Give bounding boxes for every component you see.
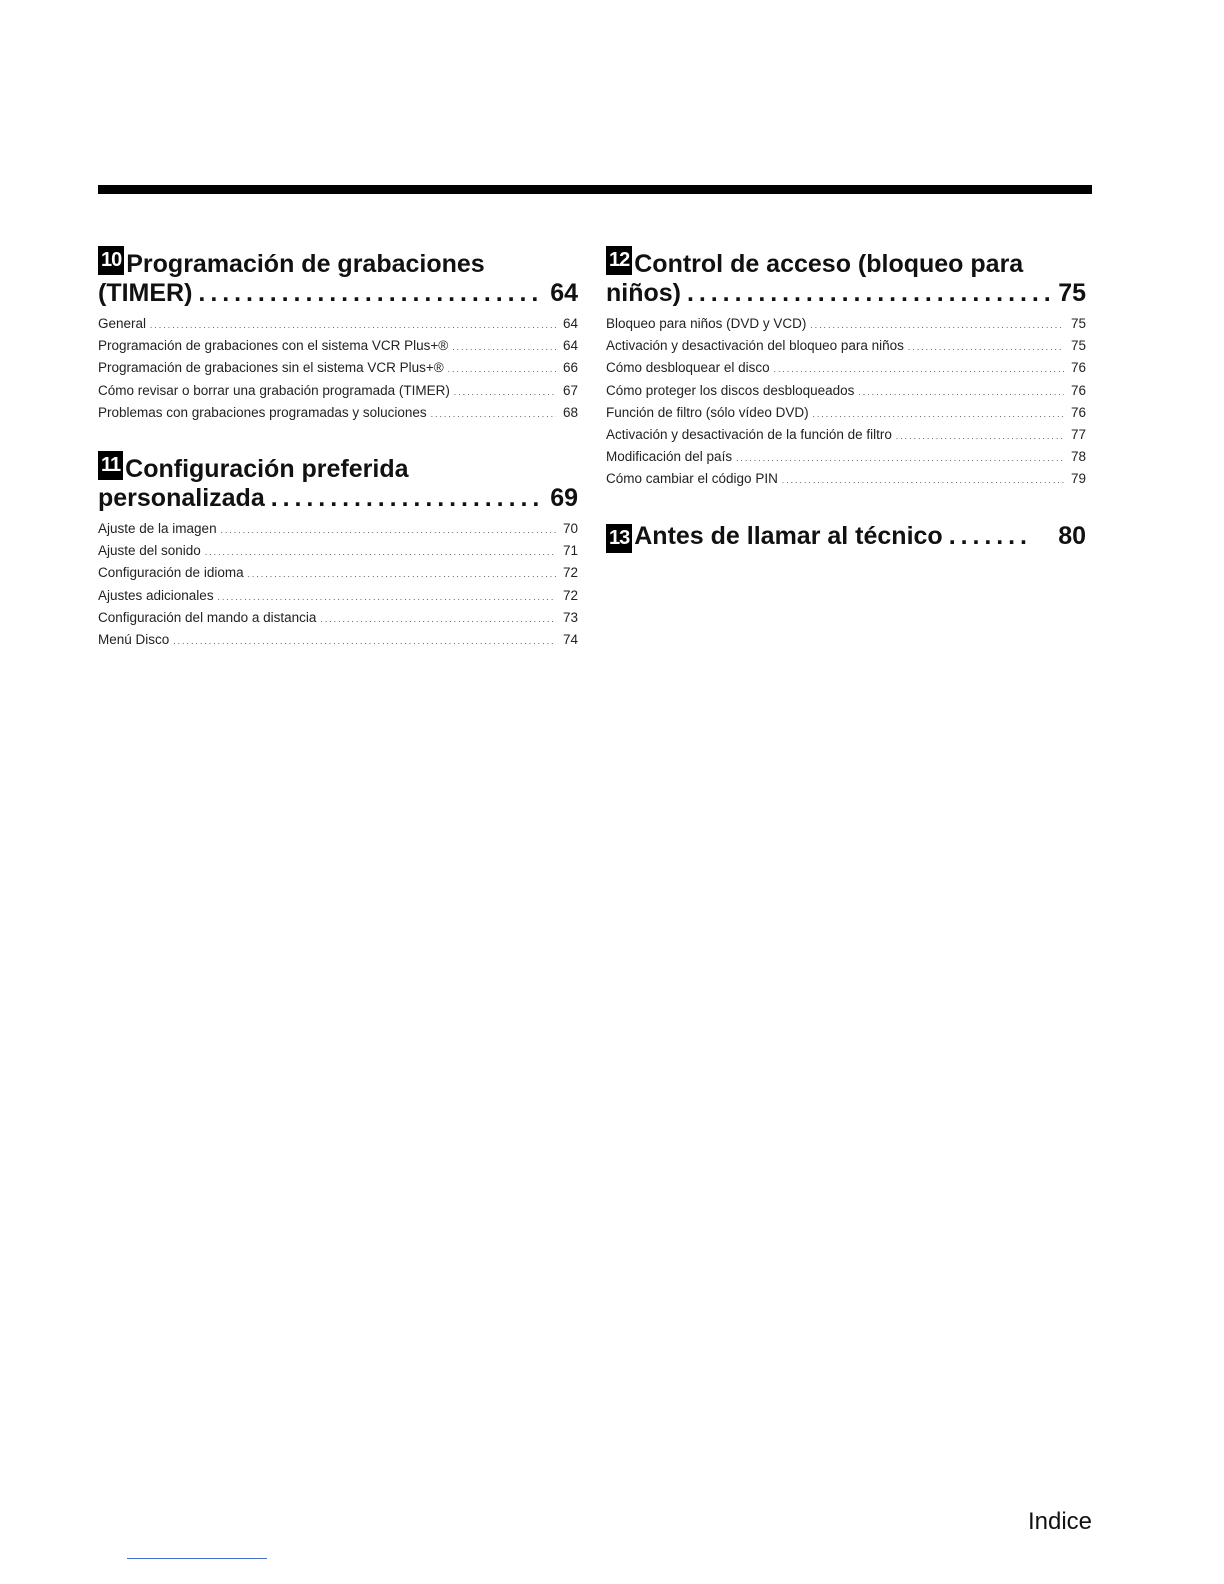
chapter-heading[interactable]	[98, 250, 578, 308]
chapter-page-number: 64	[550, 279, 578, 307]
dot-leader	[173, 632, 556, 652]
dot-leader	[858, 383, 1064, 403]
toc-left-column	[98, 250, 578, 682]
dot-leader	[908, 338, 1064, 358]
dot-leader	[896, 427, 1064, 447]
toc-entry[interactable]	[606, 447, 1086, 469]
toc-entry[interactable]	[606, 314, 1086, 336]
toc-entry-text: Cómo cambiar el código PIN	[606, 471, 778, 487]
toc-entry-page: 76	[1070, 360, 1086, 376]
toc-entry-text: Programación de grabaciones con el sistema VCR Plus+®	[98, 338, 449, 354]
toc-entry-page: 66	[562, 360, 578, 376]
dot-leader	[431, 405, 556, 425]
toc-entry-text: Configuración del mando a distancia	[98, 609, 317, 625]
dot-leader	[774, 360, 1064, 380]
toc-entry-text: Programación de grabaciones sin el sistema VCR Plus+®	[98, 360, 444, 376]
dot-leader	[271, 484, 544, 513]
chapter-heading[interactable]	[606, 250, 1086, 308]
toc-entry[interactable]	[98, 336, 578, 358]
dot-leader	[198, 279, 544, 308]
dot-leader	[687, 279, 1052, 308]
dot-leader	[813, 405, 1064, 425]
toc-entry[interactable]	[98, 403, 578, 425]
dot-leader	[448, 360, 556, 380]
chapter-page-number: 80	[1058, 521, 1086, 550]
toc-entry-text: General	[98, 316, 147, 331]
toc-entry[interactable]	[98, 519, 578, 541]
chapter-page-number: 75	[1058, 279, 1086, 307]
dot-leader	[736, 449, 1064, 469]
toc-entry-page: 64	[562, 316, 578, 331]
chapter-title: Configuración preferida	[125, 455, 409, 484]
toc-entry-text: Cómo revisar o borrar una grabación programada (TIMER)	[98, 382, 450, 398]
chapter-heading[interactable]	[606, 522, 1086, 553]
toc-entry[interactable]	[606, 469, 1086, 491]
toc-entry[interactable]	[98, 630, 578, 652]
dot-leader	[205, 543, 556, 563]
toc-entry-page: 78	[1070, 449, 1086, 465]
toc-section-10	[98, 250, 578, 425]
toc-entry[interactable]	[98, 381, 578, 403]
toc-entry[interactable]	[98, 314, 578, 336]
toc-right-column	[606, 250, 1086, 583]
page-section-label: Indice	[1027, 1508, 1092, 1535]
toc-entry-text: Ajuste del sonido	[98, 543, 201, 559]
toc-entry-text: Cómo proteger los discos desbloqueados	[606, 382, 855, 398]
toc-entry-page: 76	[1070, 404, 1086, 420]
footer-link-underline	[127, 1558, 267, 1559]
toc-entry[interactable]	[98, 608, 578, 630]
toc-entry-text: Ajustes adicionales	[98, 587, 214, 603]
toc-entry-text: Activación y desactivación de la función de filtro	[606, 427, 892, 443]
toc-entry-list	[98, 314, 578, 425]
toc-entry-page: 70	[562, 521, 578, 537]
dot-leader	[248, 565, 556, 585]
toc-entry[interactable]	[98, 563, 578, 585]
toc-entry[interactable]	[98, 541, 578, 563]
toc-entry-page: 64	[562, 338, 578, 354]
chapter-title-continued: niños)	[606, 279, 681, 307]
dot-leader	[320, 610, 556, 630]
top-rule	[98, 185, 1092, 194]
toc-entry-text: Problemas con grabaciones programadas y soluciones	[98, 404, 427, 420]
toc-entry-text: Función de filtro (sólo vídeo DVD)	[606, 404, 809, 420]
toc-entry-page: 74	[562, 632, 578, 648]
toc-entry-list	[606, 314, 1086, 492]
toc-entry[interactable]	[98, 586, 578, 608]
toc-section-13	[606, 522, 1086, 553]
toc-entry[interactable]	[98, 358, 578, 380]
toc-entry-text: Configuración de idioma	[98, 565, 244, 581]
dot-leader	[150, 316, 556, 336]
toc-entry-page: 68	[562, 404, 578, 420]
toc-entry-page: 75	[1070, 338, 1086, 354]
toc-entry-list	[98, 519, 578, 652]
toc-entry-page: 71	[562, 543, 578, 559]
dot-leader	[810, 316, 1064, 336]
toc-entry-text: Bloqueo para niños (DVD y VCD)	[606, 316, 807, 331]
toc-entry-page: 76	[1070, 382, 1086, 398]
chapter-number-badge: 10	[98, 246, 124, 275]
chapter-heading[interactable]	[98, 455, 578, 513]
chapter-title: Programación de grabaciones	[126, 250, 485, 278]
toc-entry-page: 75	[1070, 316, 1086, 331]
toc-entry-text: Menú Disco	[98, 632, 170, 648]
chapter-number-badge: 13	[606, 524, 632, 553]
dot-leader	[452, 338, 556, 358]
dot-leader	[782, 471, 1064, 491]
dot-leader	[221, 521, 556, 541]
toc-section-12	[606, 250, 1086, 492]
toc-entry[interactable]	[606, 358, 1086, 380]
toc-section-11	[98, 455, 578, 652]
dot-leader	[949, 522, 1033, 551]
toc-entry-page: 77	[1070, 427, 1086, 443]
toc-entry-text: Ajuste de la imagen	[98, 521, 217, 537]
chapter-page-number: 69	[550, 484, 578, 513]
toc-entry[interactable]	[606, 336, 1086, 358]
toc-entry-text: Modificación del país	[606, 449, 733, 465]
toc-entry[interactable]	[606, 381, 1086, 403]
chapter-title: Antes de llamar al técnico	[634, 521, 943, 550]
toc-entry-page: 67	[562, 382, 578, 398]
chapter-title-continued: personalizada	[98, 484, 265, 513]
toc-entry-page: 79	[1070, 471, 1086, 487]
dot-leader	[454, 383, 556, 403]
toc-entry-page: 72	[562, 587, 578, 603]
toc-entry-text: Activación y desactivación del bloqueo para niños	[606, 338, 904, 354]
toc-entry-page: 73	[562, 609, 578, 625]
chapter-number-badge: 12	[606, 246, 632, 275]
toc-entry-text: Cómo desbloquear el disco	[606, 360, 770, 376]
toc-entry[interactable]	[606, 425, 1086, 447]
dot-leader	[218, 588, 556, 608]
chapter-number-badge: 11	[98, 451, 123, 480]
toc-entry-page: 72	[562, 565, 578, 581]
chapter-title: Control de acceso (bloqueo para	[634, 250, 1024, 278]
toc-entry[interactable]	[606, 403, 1086, 425]
chapter-title-continued: (TIMER)	[98, 279, 193, 307]
